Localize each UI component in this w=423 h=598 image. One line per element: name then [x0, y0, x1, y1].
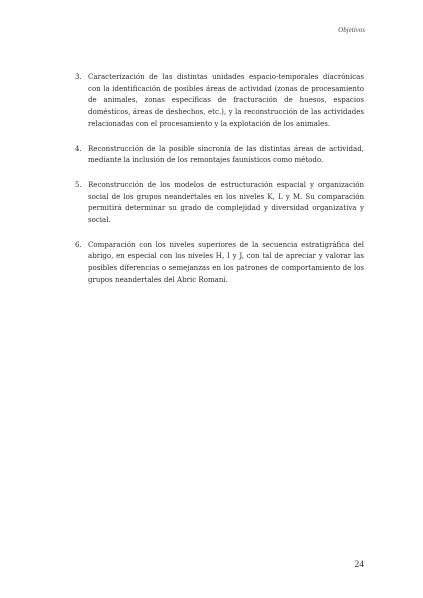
item-number: 5.: [75, 179, 82, 189]
item-text: Caracterización de las distintas unidades espacio-temporales diacrónicas con la identificación de posibles áreas de actividad (zonas de procesamiento de animales, zonas específicas de fracturación de huesos, espacios domésticos, áreas de deshechos, etc.), y la reconstrucción de las actividades relacionadas con el procesamiento y la explotación de los animales.: [88, 72, 364, 128]
item-number: 3.: [75, 72, 82, 81]
item-text: Reconstrucción de la posible sincronía de las distintas áreas de actividad, mediante la inclusión de los remontajes faunísticos como método.: [88, 143, 364, 165]
list-item: [75, 143, 364, 166]
list-item: [75, 179, 364, 226]
objectives-list: [75, 71, 364, 299]
item-number: 4.: [75, 143, 82, 153]
page-number: 24: [354, 560, 364, 570]
item-number: 6.: [75, 239, 82, 249]
list-item: [75, 239, 364, 286]
item-text: Reconstrucción de los modelos de estructuración espacial y organización social de los grupos neandertales en los niveles K, L y M. Su comparación permitirá determinar su grado de complejidad y diversidad organizativa y social.: [88, 179, 364, 225]
item-text: Comparación con los niveles superiores de la secuencia estratigráfica del abrigo, en especial con los niveles H, I y J, con tal de apreciar y valorar las posibles diferencias o semejanzas en los patrones de comportamiento de los grupos neandertales del Abric Romaní.: [88, 239, 364, 284]
running-header: Objetivos: [338, 26, 365, 34]
list-item: [75, 71, 364, 130]
